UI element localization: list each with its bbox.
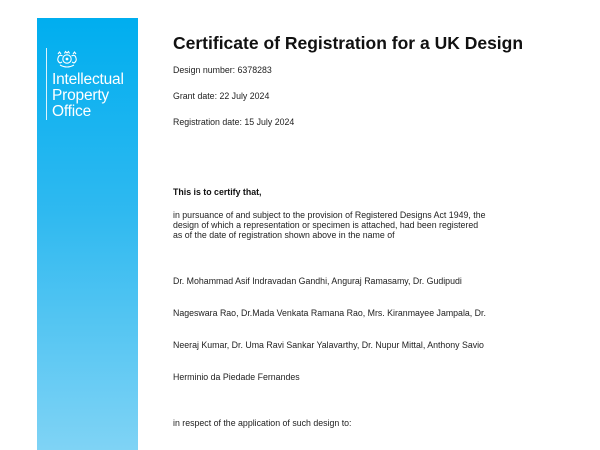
design-number: Design number: 6378283: [173, 65, 272, 75]
ipo-logo-text: [52, 72, 137, 120]
certify-heading: This is to certify that,: [173, 187, 262, 197]
registration-date: Registration date: 15 July 2024: [173, 117, 295, 127]
logo-line-office: Office: [52, 103, 92, 120]
proprietor-line: Nageswara Rao, Dr.Mada Venkata Ramana Rao, Mrs. Kiranmayee Jampala, Dr.: [173, 308, 486, 318]
royal-coat-of-arms-icon: [54, 48, 80, 70]
ipo-logo: [46, 48, 137, 120]
logo-line-intellectual: Intellectual: [52, 71, 124, 88]
grant-date: Grant date: 22 July 2024: [173, 91, 270, 101]
ipo-brand-sidebar: [37, 18, 138, 450]
pursuance-line: in pursuance of and subject to the provision of Registered Designs Act 1949, the: [173, 210, 486, 220]
proprietor-line: Dr. Mohammad Asif Indravadan Gandhi, Anguraj Ramasamy, Dr. Gudipudi: [173, 276, 462, 286]
pursuance-line: as of the date of registration shown above in the name of: [173, 230, 395, 240]
logo-line-property: Property: [52, 87, 109, 104]
respect-of-application: in respect of the application of such design to:: [173, 418, 352, 428]
proprietor-line: Herminio da Piedade Fernandes: [173, 372, 300, 382]
pursuance-line: design of which a representation or specimen is attached, had been registered: [173, 220, 479, 230]
certificate-title: Certificate of Registration for a UK Design: [173, 33, 524, 53]
proprietor-line: Neeraj Kumar, Dr. Uma Ravi Sankar Yalavarthy, Dr. Nupur Mittal, Anthony Savio: [173, 340, 484, 350]
pursuance-paragraph: [173, 210, 543, 240]
